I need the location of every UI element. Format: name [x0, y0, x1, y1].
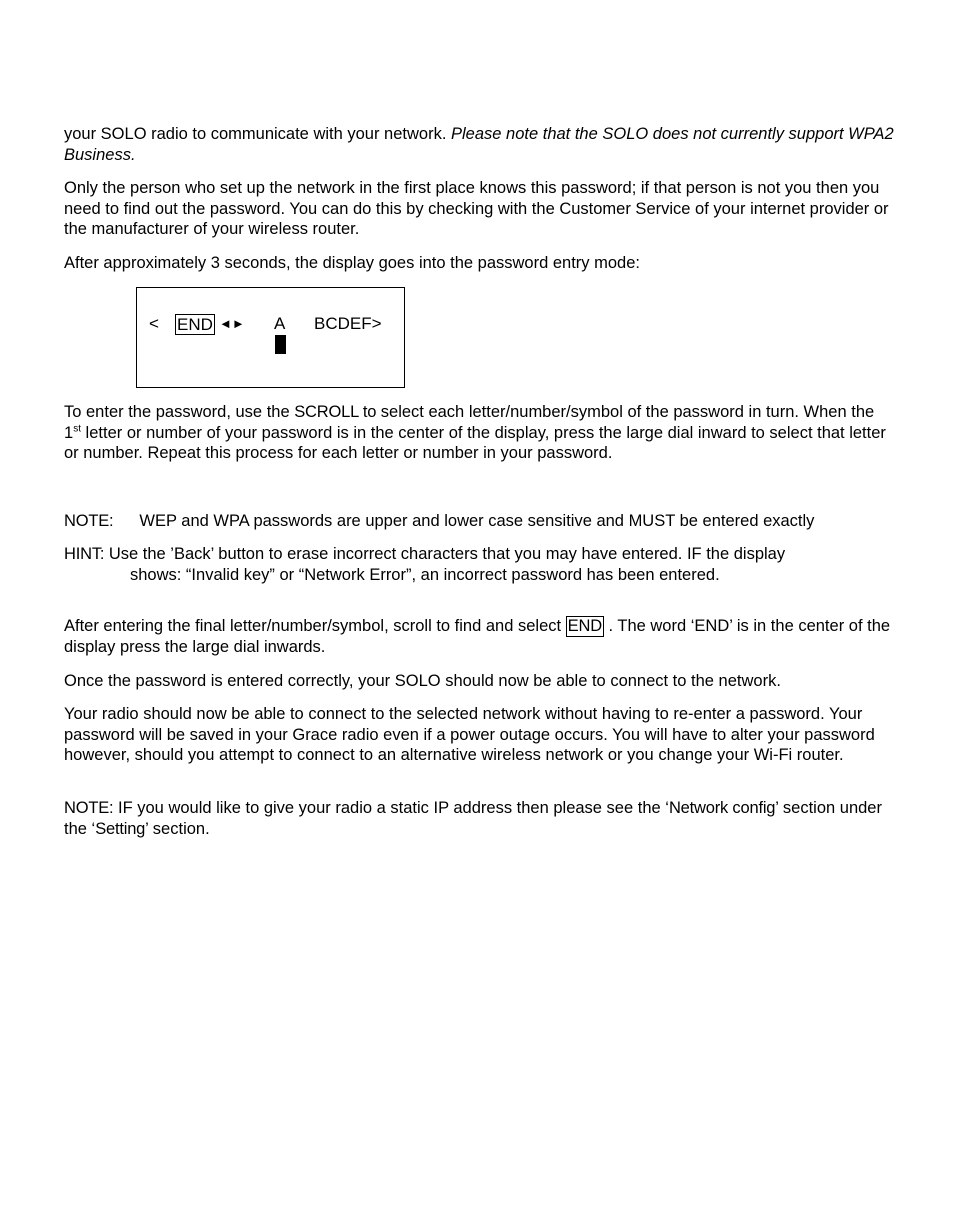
note-label: NOTE: — [64, 512, 114, 530]
enter-password-paragraph: To enter the password, use the SCROLL to select each letter/number/symbol of the password in turn. When the 1st letter or number of your password is in the center of the display, press the large dial inward to select that letter or number. Repeat this process for each letter or number in your password. — [64, 403, 886, 462]
scroll-keyword: SCROLL to — [294, 403, 377, 421]
hint-label: HINT: — [64, 545, 105, 563]
note-case-sensitive: NOTE: WEP and WPA passwords are upper and lower case sensitive and MUST be entered exactly — [64, 512, 815, 530]
final-step-paragraph: After entering the final letter/number/symbol, scroll to find and select END . The word ‘END’ is in the center of the display press the large dial inwards. — [64, 617, 891, 656]
password-owner-paragraph: Only the person who set up the network in the first place knows this password; if that person is not you then you need to find out the password. You can do this by checking with the Customer Service of your internet provider or the manufacturer of your wireless router. — [64, 179, 889, 238]
setting-keyword: Setting — [95, 819, 146, 838]
network-config-keyword: Network config — [668, 799, 776, 817]
saved-password-paragraph: Your radio should now be able to connect to the selected network without having to re-enter a password. Your password will be saved in your Grace radio even if a power outage occurs. You will have to alter your password however, should you attempt to connect to an alternative wireless network or you change your Wi-Fi router. — [64, 705, 875, 764]
connect-paragraph: Once the password is entered correctly, your SOLO should now be able to connect to the network. — [64, 672, 781, 690]
lcd-display — [136, 287, 405, 388]
intro-text: your SOLO radio to communicate with your network. — [64, 125, 451, 143]
lcd-scroll-arrows: ◄► — [219, 316, 245, 331]
display-mode-paragraph: After approximately 3 seconds, the display goes into the password entry mode: — [64, 254, 640, 272]
intro-paragraph — [64, 124, 894, 165]
lcd-next-letters: BCDEF> — [314, 314, 382, 333]
intro-italic-note: Please note that the SOLO does not currently support WPA2 Business. — [64, 125, 894, 164]
lcd-end-option: END — [177, 315, 213, 334]
note2-label: NOTE: — [64, 799, 114, 817]
lcd-left-arrow: < — [149, 314, 159, 333]
note-static-ip: NOTE: IF you would like to give your radio a static IP address then please see the ‘Network config’ section under the ‘Setting’ section. — [64, 799, 882, 838]
hint-paragraph: HINT: Use the ’Back’ button to erase incorrect characters that you may have entered. IF the display shows: “Invalid key” or “Network Error”, an incorrect password has been entered. — [64, 545, 786, 584]
lcd-cursor — [275, 335, 286, 354]
end-keyword: END — [567, 617, 602, 635]
lcd-current-letter: A — [274, 314, 286, 333]
